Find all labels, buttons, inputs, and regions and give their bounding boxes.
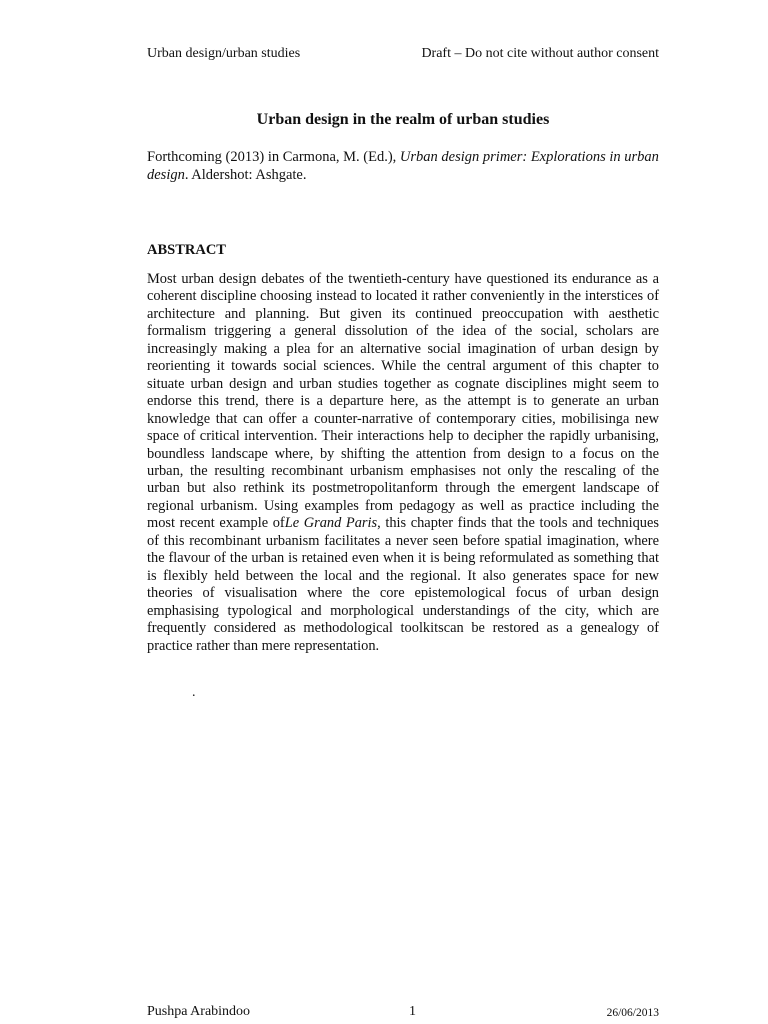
- citation: [147, 148, 659, 184]
- abstract-heading: ABSTRACT: [147, 242, 226, 258]
- header-left: Urban design/urban studies: [147, 46, 301, 61]
- citation-lead: Forthcoming (2013) in Carmona, M. (Ed.),: [147, 149, 400, 165]
- footer-date: 26/06/2013: [606, 1007, 659, 1019]
- document-title: Urban design in the realm of urban studies: [256, 111, 550, 128]
- abstract-text-part-1: Most urban design debates of the twentieth-century have questioned its endurance as a coherent discipline choosing instead to located it rather conveniently in the interstices of architecture and planning. But given its continued preoccupation with aesthetic formalism triggering a general dissolution of the idea of the social, scholars are increasingly making a plea for an alternative social imagination of urban design by reorienting it towards social sciences. While the central argument of this chapter to situate urban design and urban studies together as cognate disciplines might seem to endorse this trend, there is a departure here, as the attempt is to generate an urban knowledge that can offer a counter-narrative of contemporary cities, mobilisinga new space of critical intervention. Their interactions help to decipher the rapidly urbanising, boundless landscape where, by shifting the attention from design to a focus on the urban, the resulting recombinant urbanism emphasises not only the rescaling of the urban but also rethink its postmetropolitanform through the emergent landscape of regional urbanism. Using examples from pedagogy as well as practice including the most recent example of: [147, 271, 659, 532]
- stray-mark: .: [192, 685, 196, 700]
- abstract-italic-term: Le Grand Paris: [284, 515, 378, 532]
- footer-author: Pushpa Arabindoo: [147, 1004, 251, 1019]
- citation-book-title: Urban design primer: Explorations in urban design: [147, 149, 659, 183]
- header-right: Draft – Do not cite without author consent: [421, 46, 659, 61]
- footer-page-number: 1: [409, 1004, 416, 1019]
- citation-tail: . Aldershot: Ashgate.: [184, 167, 307, 183]
- abstract-text-part-2: , this chapter finds that the tools and techniques of this recombinant urbanism facilitates a never seen before spatial imagination, where the flavour of the urban is retained even when it is being reformulated as something that is flexibly held between the local and the regional. It also generates space for new theories of visualisation where the core epistemological focus of urban design emphasising typological and morphological understandings of the city, which are frequently considered as methodological toolkitscan be restored as a genealogy of practice rather than mere representation.: [147, 515, 659, 654]
- running-header: [147, 45, 659, 63]
- abstract-body: [147, 271, 659, 655]
